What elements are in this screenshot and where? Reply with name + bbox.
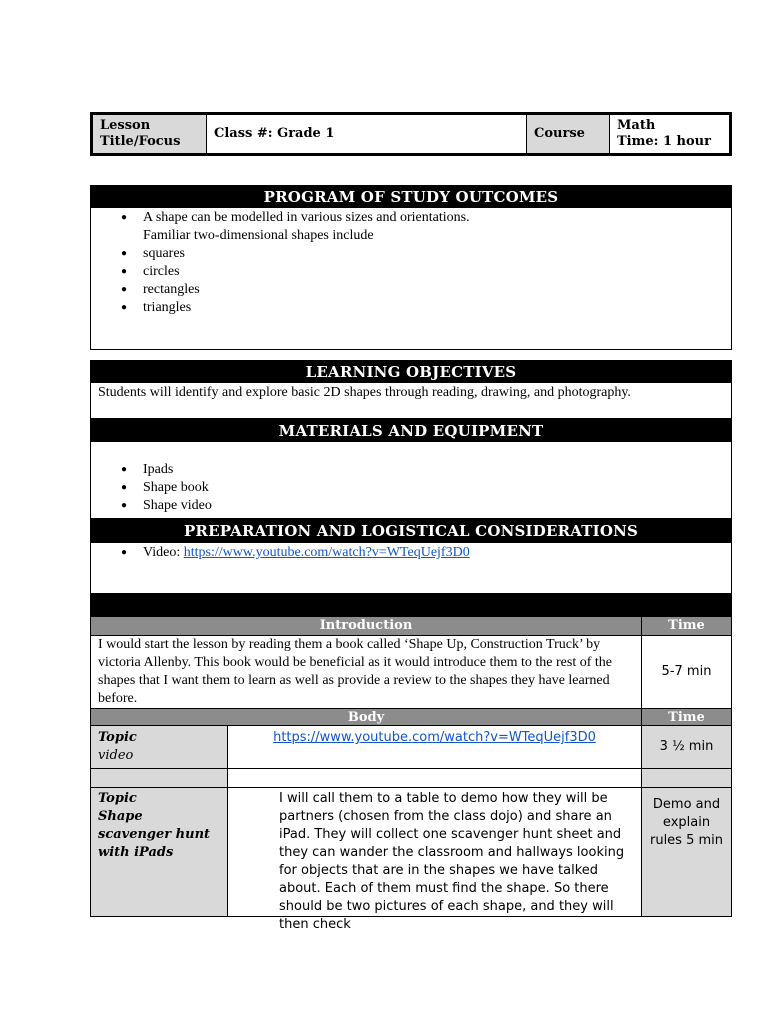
topic-subtitle: video (98, 748, 134, 763)
list-item: ● squares (91, 245, 731, 263)
table-rule (91, 768, 731, 769)
body-header: Body (91, 709, 641, 726)
program-outcomes-section (90, 185, 732, 350)
preparation-list (91, 544, 731, 562)
empty-topic-cell (91, 769, 227, 787)
scavenger-time: Demo and explain rules 5 min (642, 788, 731, 916)
intro-time-header: Time (642, 617, 731, 635)
list-item: ● rectangles (91, 281, 731, 299)
materials-title: MATERIALS AND EQUIPMENT (91, 420, 731, 442)
topic-name: Shape scavenger hunt with iPads (98, 809, 211, 860)
course-label: Course (527, 115, 610, 153)
class-value: Class #: Grade 1 (207, 115, 527, 153)
table-rule (91, 725, 731, 726)
course-subject: Math (617, 118, 656, 133)
video-time: 3 ½ min (642, 726, 731, 768)
introduction-header: Introduction (91, 617, 641, 635)
video-link[interactable]: https://www.youtube.com/watch?v=WTeqUejf3D0 (183, 545, 470, 560)
list-item: Familiar two-dimensional shapes include (143, 228, 374, 243)
video-link-cell (228, 729, 641, 747)
learning-objectives-title: LEARNING OBJECTIVES (91, 361, 731, 383)
program-outcomes-list (91, 209, 731, 317)
course-value (610, 115, 729, 153)
lesson-header-table (90, 112, 732, 156)
topic-cell-video (91, 726, 227, 768)
introduction-text: I would start the lesson by reading them a book called ‘Shape Up, Construction Truck’ by victoria Allenby. This book would be beneficial as it would introduce them to the rest of the shapes that I want them to learn as well as provide a review to the shapes they have learned before. (98, 637, 612, 706)
scavenger-text: I will call them to a table to demo how they will be partners (chosen from the class dojo) and share an iPad. They will collect one scavenger hunt sheet and they can wander the classroom and hallways looking for objects that are in the shapes we have talked about. Each of them must find the shape. So there should be two pictures of each shape, and they will then check (279, 791, 625, 932)
list-item: ● triangles (91, 299, 731, 317)
lesson-title-label: Lesson Title/Focus (93, 115, 207, 153)
table-rule (91, 787, 731, 788)
table-rule (227, 725, 228, 916)
list-item: ● Shape video (91, 497, 731, 515)
list-item: ● Shape book (91, 479, 731, 497)
list-item (91, 544, 731, 562)
body-time-header: Time (642, 709, 731, 726)
preparation-section (90, 519, 732, 594)
program-outcomes-title: PROGRAM OF STUDY OUTCOMES (91, 186, 731, 208)
list-item: ● A shape can be modelled in various sizes and orientations. (91, 209, 731, 227)
preparation-title: PREPARATION AND LOGISTICAL CONSIDERATIONS (91, 520, 731, 543)
video-label: Video: (143, 545, 184, 560)
course-time: Time: 1 hour (617, 134, 711, 149)
learning-objectives-text: Students will identify and explore basic 2D shapes through reading, drawing, and photography. (98, 385, 631, 400)
table-rule (91, 708, 731, 709)
topic-label: Topic (98, 791, 137, 806)
table-rule (641, 617, 642, 916)
materials-section (90, 419, 732, 519)
body-video-link[interactable]: https://www.youtube.com/watch?v=WTeqUejf3D0 (273, 730, 596, 745)
lesson-plan-table (90, 594, 732, 932)
topic-label: Topic (98, 730, 137, 745)
list-item: ● Ipads (91, 461, 731, 479)
list-item: ● circles (91, 263, 731, 281)
empty-time-cell (642, 769, 731, 787)
materials-list (91, 461, 731, 515)
learning-objectives-section (90, 360, 732, 419)
intro-time: 5-7 min (661, 663, 712, 679)
table-rule (91, 635, 731, 636)
table-top-bar (91, 595, 731, 617)
topic-cell-scavenger (91, 788, 227, 916)
